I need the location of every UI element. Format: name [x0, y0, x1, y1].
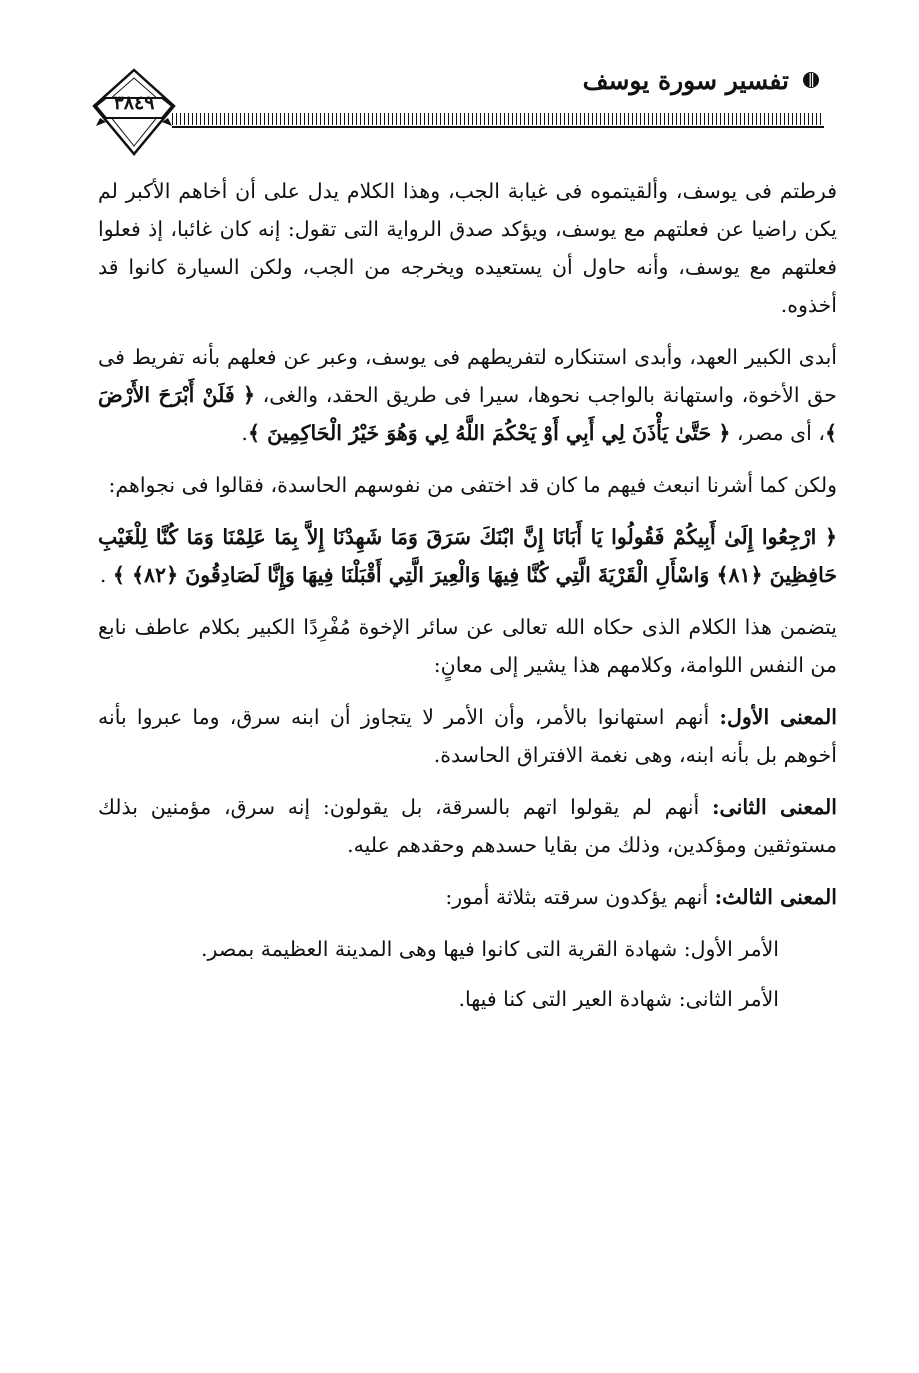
quran-block-end: .	[99, 563, 107, 587]
meaning-1-text: أنهم استهانوا بالأمر، وأن الأمر لا يتجاوز أن ابنه سرق، وما عبروا بأنه أخوهم بل بأنه ابنه، وهى نغمة الافتراق الحاسدة.	[98, 705, 837, 767]
header-rule	[172, 113, 824, 125]
body-text	[98, 172, 837, 1030]
paragraph-4: يتضمن هذا الكلام الذى حكاه الله تعالى عن سائر الإخوة مُفْرِدًا الكبير بكلام عاطف نابع من النفس اللوامة، وكلامهم هذا يشير إلى معانٍ:	[98, 615, 837, 677]
paragraph-2-text-c: .	[241, 421, 248, 445]
quran-quote-b: ﴿ حَتَّىٰ يَأْذَنَ لِي أَبِي أَوْ يَحْكُمَ اللَّهُ لِي وَهُوَ خَيْرُ الْحَاكِمِينَ ﴾	[247, 421, 731, 445]
paragraph-2-text-b: ، أى مصر،	[736, 421, 825, 445]
page-number-diamond-icon	[92, 68, 176, 160]
paragraph-1: فرطتم فى يوسف، وألقيتموه فى غيابة الجب، وهذا الكلام يدل على أن أخاهم الأكبر لم يكن راضيا عن فعلتهم مع يوسف، ويؤكد صدق الرواية التى تقول: إنه كان غائبا، إذ فعلوا فعلتهم مع يوسف، وأنه حاول أن يستعيده ويخرجه من الجب، ولكن السيارة كانوا قد أخذوه.	[98, 179, 837, 317]
running-title: تفسير سورة يوسف	[582, 66, 789, 95]
page-header	[0, 0, 919, 170]
paragraph-3: ولكن كما أشرنا انبعث فيهم ما كان قد اختفى من نفوسهم الحاسدة، فقالوا فى نجواهم:	[108, 473, 837, 497]
meaning-3-text: أنهم يؤكدون سرقته بثلاثة أمور:	[445, 885, 709, 909]
meaning-3	[98, 878, 837, 916]
meaning-2	[98, 788, 837, 864]
ornament-bullet-icon	[801, 70, 821, 90]
meaning-1-label: المعنى الأول:	[719, 705, 837, 729]
quran-block	[98, 518, 837, 594]
paragraph-2	[98, 338, 837, 452]
meaning-3-label: المعنى الثالث:	[714, 885, 837, 909]
page-number: ٣٨٤٩	[113, 92, 155, 114]
meaning-1	[98, 698, 837, 774]
paragraph-2-text-a: أبدى الكبير العهد، وأبدى استنكاره لتفريطهم فى يوسف، وعبر عن فعلهم بأنه تفريط فى حق الأخوة، واستهانة بالواجب نحوها، سيرا فى طريق الحقد، والغى،	[98, 345, 837, 407]
meaning-2-label: المعنى الثانى:	[711, 795, 837, 819]
quran-quote-a: ﴿ فَلَنْ أَبْرَحَ الأَرْضَ ﴾	[98, 383, 837, 445]
quran-block-text: ﴿ ارْجِعُوا إِلَىٰ أَبِيكُمْ فَقُولُوا يَا أَبَانَا إِنَّ ابْنَكَ سَرَقَ وَمَا شَهِدْنَا إِلاَّ بِمَا عَلِمْنَا وَمَا كُنَّا لِلْغَيْبِ حَافِظِينَ ﴿٨١﴾ وَاسْأَلِ الْقَرْيَةَ الَّتِي كُنَّا فِيهَا وَالْعِيرَ الَّتِي أَقْبَلْنَا فِيهَا وَإِنَّا لَصَادِقُونَ ﴿٨٢﴾ ﴾	[98, 525, 837, 587]
meaning-2-text: أنهم لم يقولوا اتهم بالسرقة، بل يقولون: إنه سرق، مؤمنين بذلك مستوثقين ومؤكدين، وذلك من بقايا حسدهم وحقدهم عليه.	[98, 795, 837, 857]
list-item-1: الأمر الأول: شهادة القرية التى كانوا فيها وهى المدينة العظيمة بمصر.	[201, 937, 779, 961]
list-item-2: الأمر الثانى: شهادة العير التى كنا فيها.	[458, 987, 779, 1011]
